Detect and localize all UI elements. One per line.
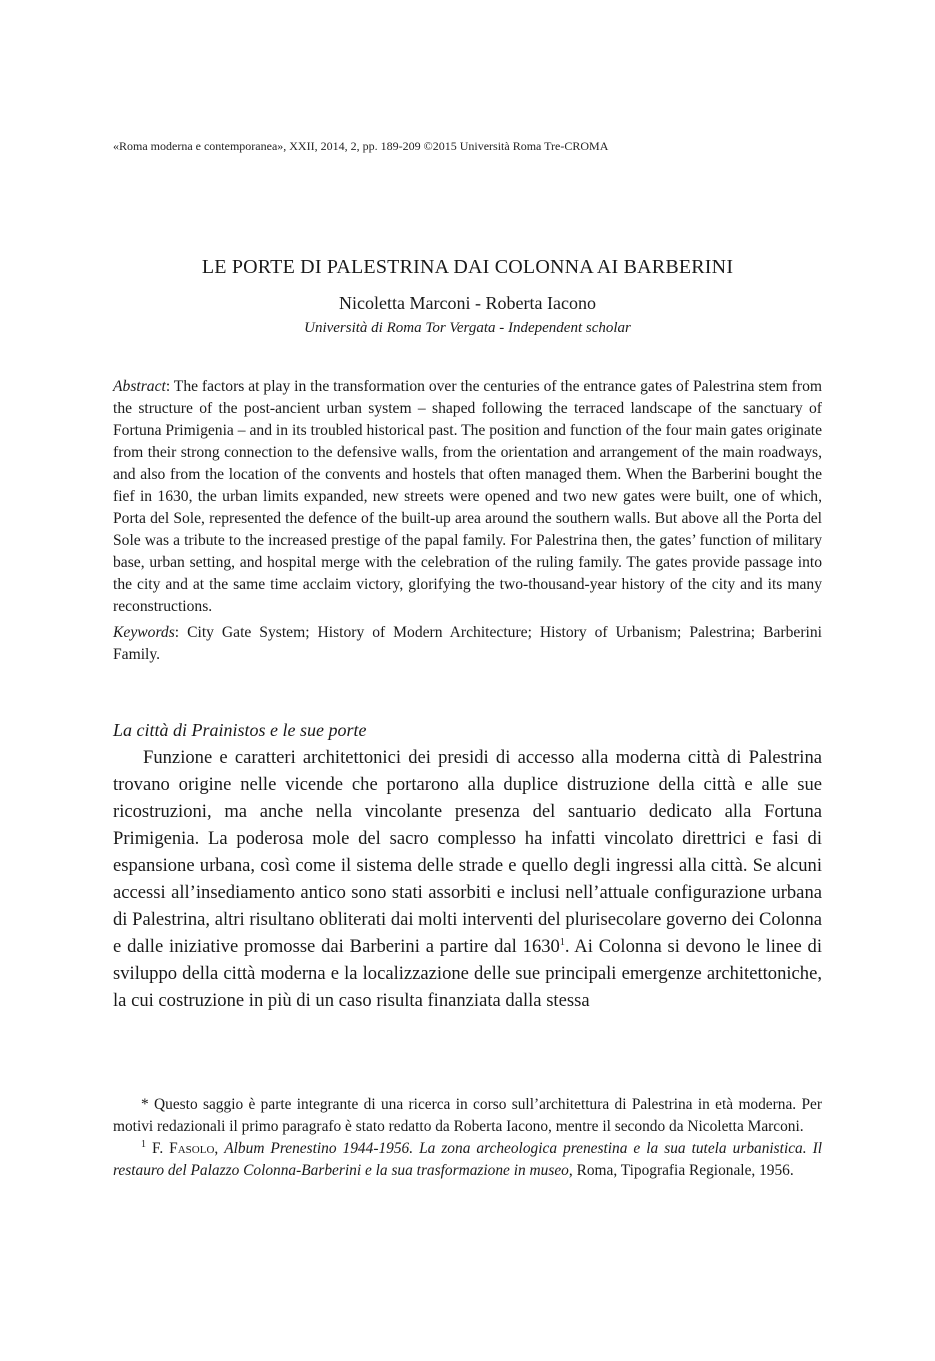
- footnote-star: * Questo saggio è parte integrante di una ricerca in corso sull’architettura di Palestrina in età moderna. Per motivi redazionali il primo paragrafo è stato redatto da Roberta Iacono, mentre il secondo da Nicoletta Marconi.: [113, 1096, 822, 1135]
- article-authors: Nicoletta Marconi - Roberta Iacono: [339, 293, 596, 313]
- body-text-part2: . Ai Colonna si devono le linee di sviluppo della città moderna e la localizzazione delle sue principali emergenze architettoniche, la cui costruzione in più di un caso risulta finanziata dalla stessa: [113, 936, 822, 1011]
- footnote-author-initial: F.: [146, 1140, 170, 1157]
- keywords-label: Keywords: [113, 624, 175, 641]
- footnote-reference[interactable]: 1: [559, 936, 565, 948]
- keywords-paragraph: [113, 622, 822, 666]
- abstract-block: [113, 376, 822, 666]
- author-affiliation: Università di Roma Tor Vergata - Independent scholar: [304, 320, 631, 336]
- footnote-separator: ,: [214, 1140, 225, 1157]
- abstract-text: : The factors at play in the transformation over the centuries of the entrance gates of Palestrina stem from the structure of the post-ancient urban system – shaped following the terraced landscape of the sanctuary of Fortuna Primigenia – and in its troubled historical past. The position and function of the four main gates originate from their strong connection to the defensive walls, from the orientation and arrangement of the main roadways, and also from the location of the convents and hostels that often managed them. When the Barberini bought the fief in 1630, the urban limits expanded, new streets were opened and two new gates were built, one of which, Porta del Sole, represented the defence of the built-up area around the southern walls. But above all the Porta del Sole was a tribute to the increased prestige of the papal family. For Palestrina then, the gates’ function of military base, urban setting, and hospital merge with the celebration of the ruling family. The gates provide passage into the city and at the same time acclaim victory, glorifying the two-thousand-year history of the city and its many reconstructions.: [113, 378, 822, 615]
- abstract-label: Abstract: [113, 378, 166, 395]
- footnote-rest: , Roma, Tipografia Regionale, 1956.: [568, 1162, 794, 1179]
- footnotes: [113, 1094, 822, 1182]
- footnote-title: Album Prenestino 1944-1956. La zona archeologica prenestina e la sua tutela urbanistica. Il restauro del Palazzo Colonna-Barberini e la sua trasformazione in museo: [113, 1140, 822, 1179]
- keywords-text: : City Gate System; History of Modern Architecture; History of Urbanism; Palestrina; Barberini Family.: [113, 624, 822, 663]
- body-text-part1: Funzione e caratteri architettonici dei presidi di accesso alla moderna città di Palestrina trovano origine nelle vicende che portarono alla duplice distruzione della città e alle sue ricostruzioni, ma anche nella vincolante presenza del santuario dedicato alla Fortuna Primigenia. La poderosa mole del sacro complesso ha infatti vincolato direttrici e fasi di espansione urbana, così come il sistema delle strade e quello degli ingressi alla città. Se alcuni accessi all’insediamento antico sono stati assorbiti e inclusi nell’attuale configurazione urbana di Palestrina, altri risultano obliterati dai molti interventi del plurisecolare governo dei Colonna e dalle iniziative promosse dai Barberini a partire dal 1630: [113, 747, 822, 957]
- footnote-author-surname: Fasolo: [169, 1140, 215, 1157]
- section-heading: La città di Prainistos e le sue porte: [113, 720, 367, 740]
- body-paragraph: [113, 744, 822, 1014]
- footnote-number: 1: [141, 1138, 146, 1150]
- footnote-1: [113, 1138, 822, 1182]
- article-title: LE PORTE DI PALESTRINA DAI COLONNA AI BARBERINI: [201, 256, 734, 278]
- abstract-paragraph: [113, 376, 822, 618]
- running-head: «Roma moderna e contemporanea», XXII, 2014, 2, pp. 189-209 ©2015 Università Roma Tre-CROMA: [113, 139, 609, 153]
